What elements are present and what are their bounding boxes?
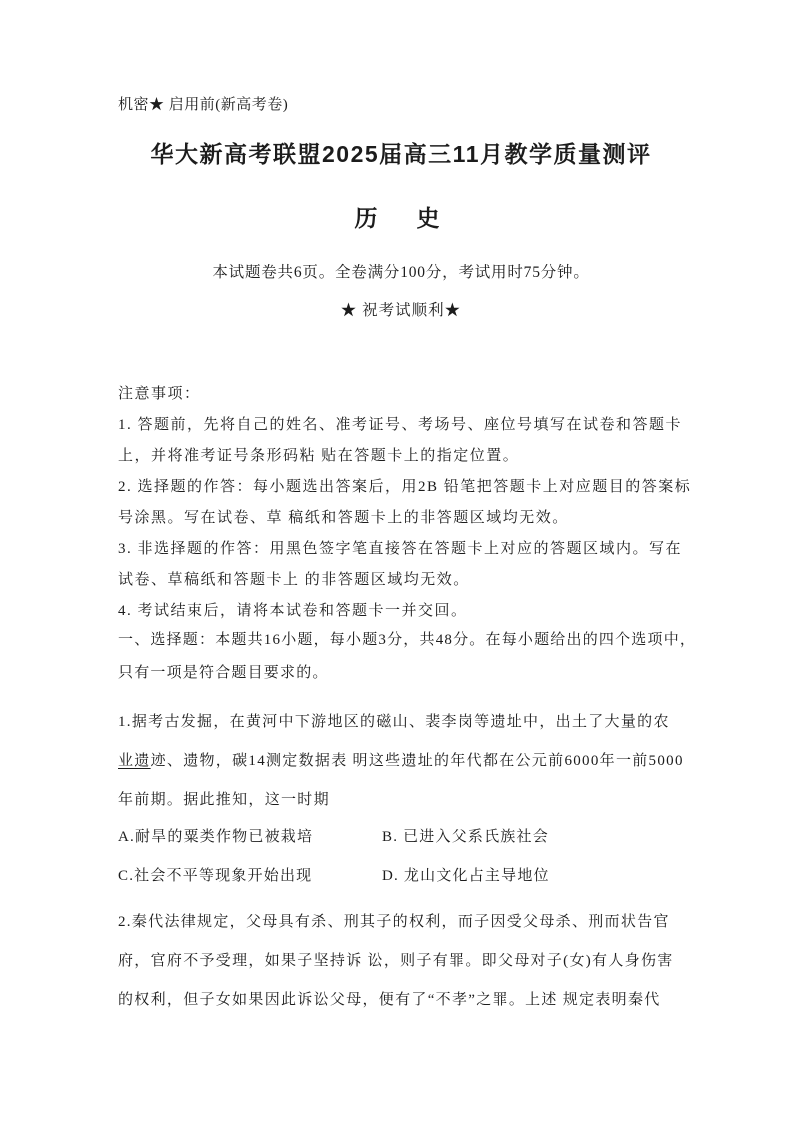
notice-line-1: 1. 答题前，先将自己的姓名、准考证号、考场号、座位号填写在试卷和答题卡: [118, 417, 683, 433]
question-1-line-1: 1.据考古发掘，在黄河中下游地区的磁山、裴李岗等遗址中，出土了大量的农: [118, 714, 670, 730]
notice-line-6: 试卷、草稿纸和答题卡上 的非答题区域均无效。: [118, 572, 470, 588]
notice-line-4: 号涂黑。写在试卷、草 稿纸和答题卡上的非答题区域均无效。: [118, 510, 569, 526]
question-1-line-3: 年前期。据此推知，这一时期: [118, 792, 330, 808]
section-one-heading: [118, 624, 697, 690]
classification-label: 机密★ 启用前(新高考卷): [118, 97, 289, 113]
question-1-line-2-rest: 迹、遗物，碳14测定数据表 明这些遗址的年代都在公元前6000年一前5000: [150, 753, 684, 769]
question-2-line-2: 府，官府不予受理，如果子坚持诉 讼，则子有罪。即父母对子(女)有人身伤害: [118, 953, 674, 969]
question-2-line-1: 2.秦代法律规定，父母具有杀、刑其子的权利，而子因受父母杀、刑而状告官: [118, 914, 670, 930]
question-2-line-3: 的权利，但子女如果因此诉讼父母，便有了“不孝”之罪。上述 规定表明秦代: [118, 992, 661, 1008]
notice-line-5: 3. 非选择题的作答：用黑色签字笔直接答在答题卡上对应的答题区域内。写在: [118, 541, 683, 557]
option-c: C.社会不平等现象开始出现: [118, 868, 313, 884]
question-1-line-2: [118, 742, 684, 781]
question-1-options: [118, 818, 684, 896]
option-b: B. 已进入父系氏族社会: [382, 829, 549, 845]
wish-line: ★ 祝考试顺利★: [340, 302, 462, 319]
section-heading-line-1: 一、选择题：本题共16小题，每小题3分，共48分。在每小题给出的四个选项中，: [118, 632, 697, 648]
subject-title: 历 史: [354, 205, 448, 231]
underlined-text: 业遗: [118, 753, 151, 769]
notice-section: [118, 379, 692, 627]
notice-line-3: 2. 选择题的作答：每小题选出答案后，用2B 铅笔把答题卡上对应题目的答案标: [118, 479, 692, 495]
section-heading-line-2: 只有一项是符合题目要求的。: [118, 665, 329, 681]
notice-line-7: 4. 考试结束后，请将本试卷和答题卡一并交回。: [118, 603, 468, 619]
notice-line-2: 上，并将准考证号条形码粘 贴在答题卡上的指定位置。: [118, 448, 520, 464]
option-a: A.耐旱的粟类作物已被栽培: [118, 829, 314, 845]
notice-heading: 注意事项：: [118, 386, 201, 402]
question-2: [118, 903, 684, 1020]
exam-title: 华大新高考联盟2025届高三11月教学质量测评: [150, 141, 652, 167]
exam-info-line: 本试题卷共6页。全卷满分100分，考试用时75分钟。: [212, 264, 590, 281]
question-1: [118, 703, 684, 820]
option-d: D. 龙山文化占主导地位: [382, 868, 550, 884]
